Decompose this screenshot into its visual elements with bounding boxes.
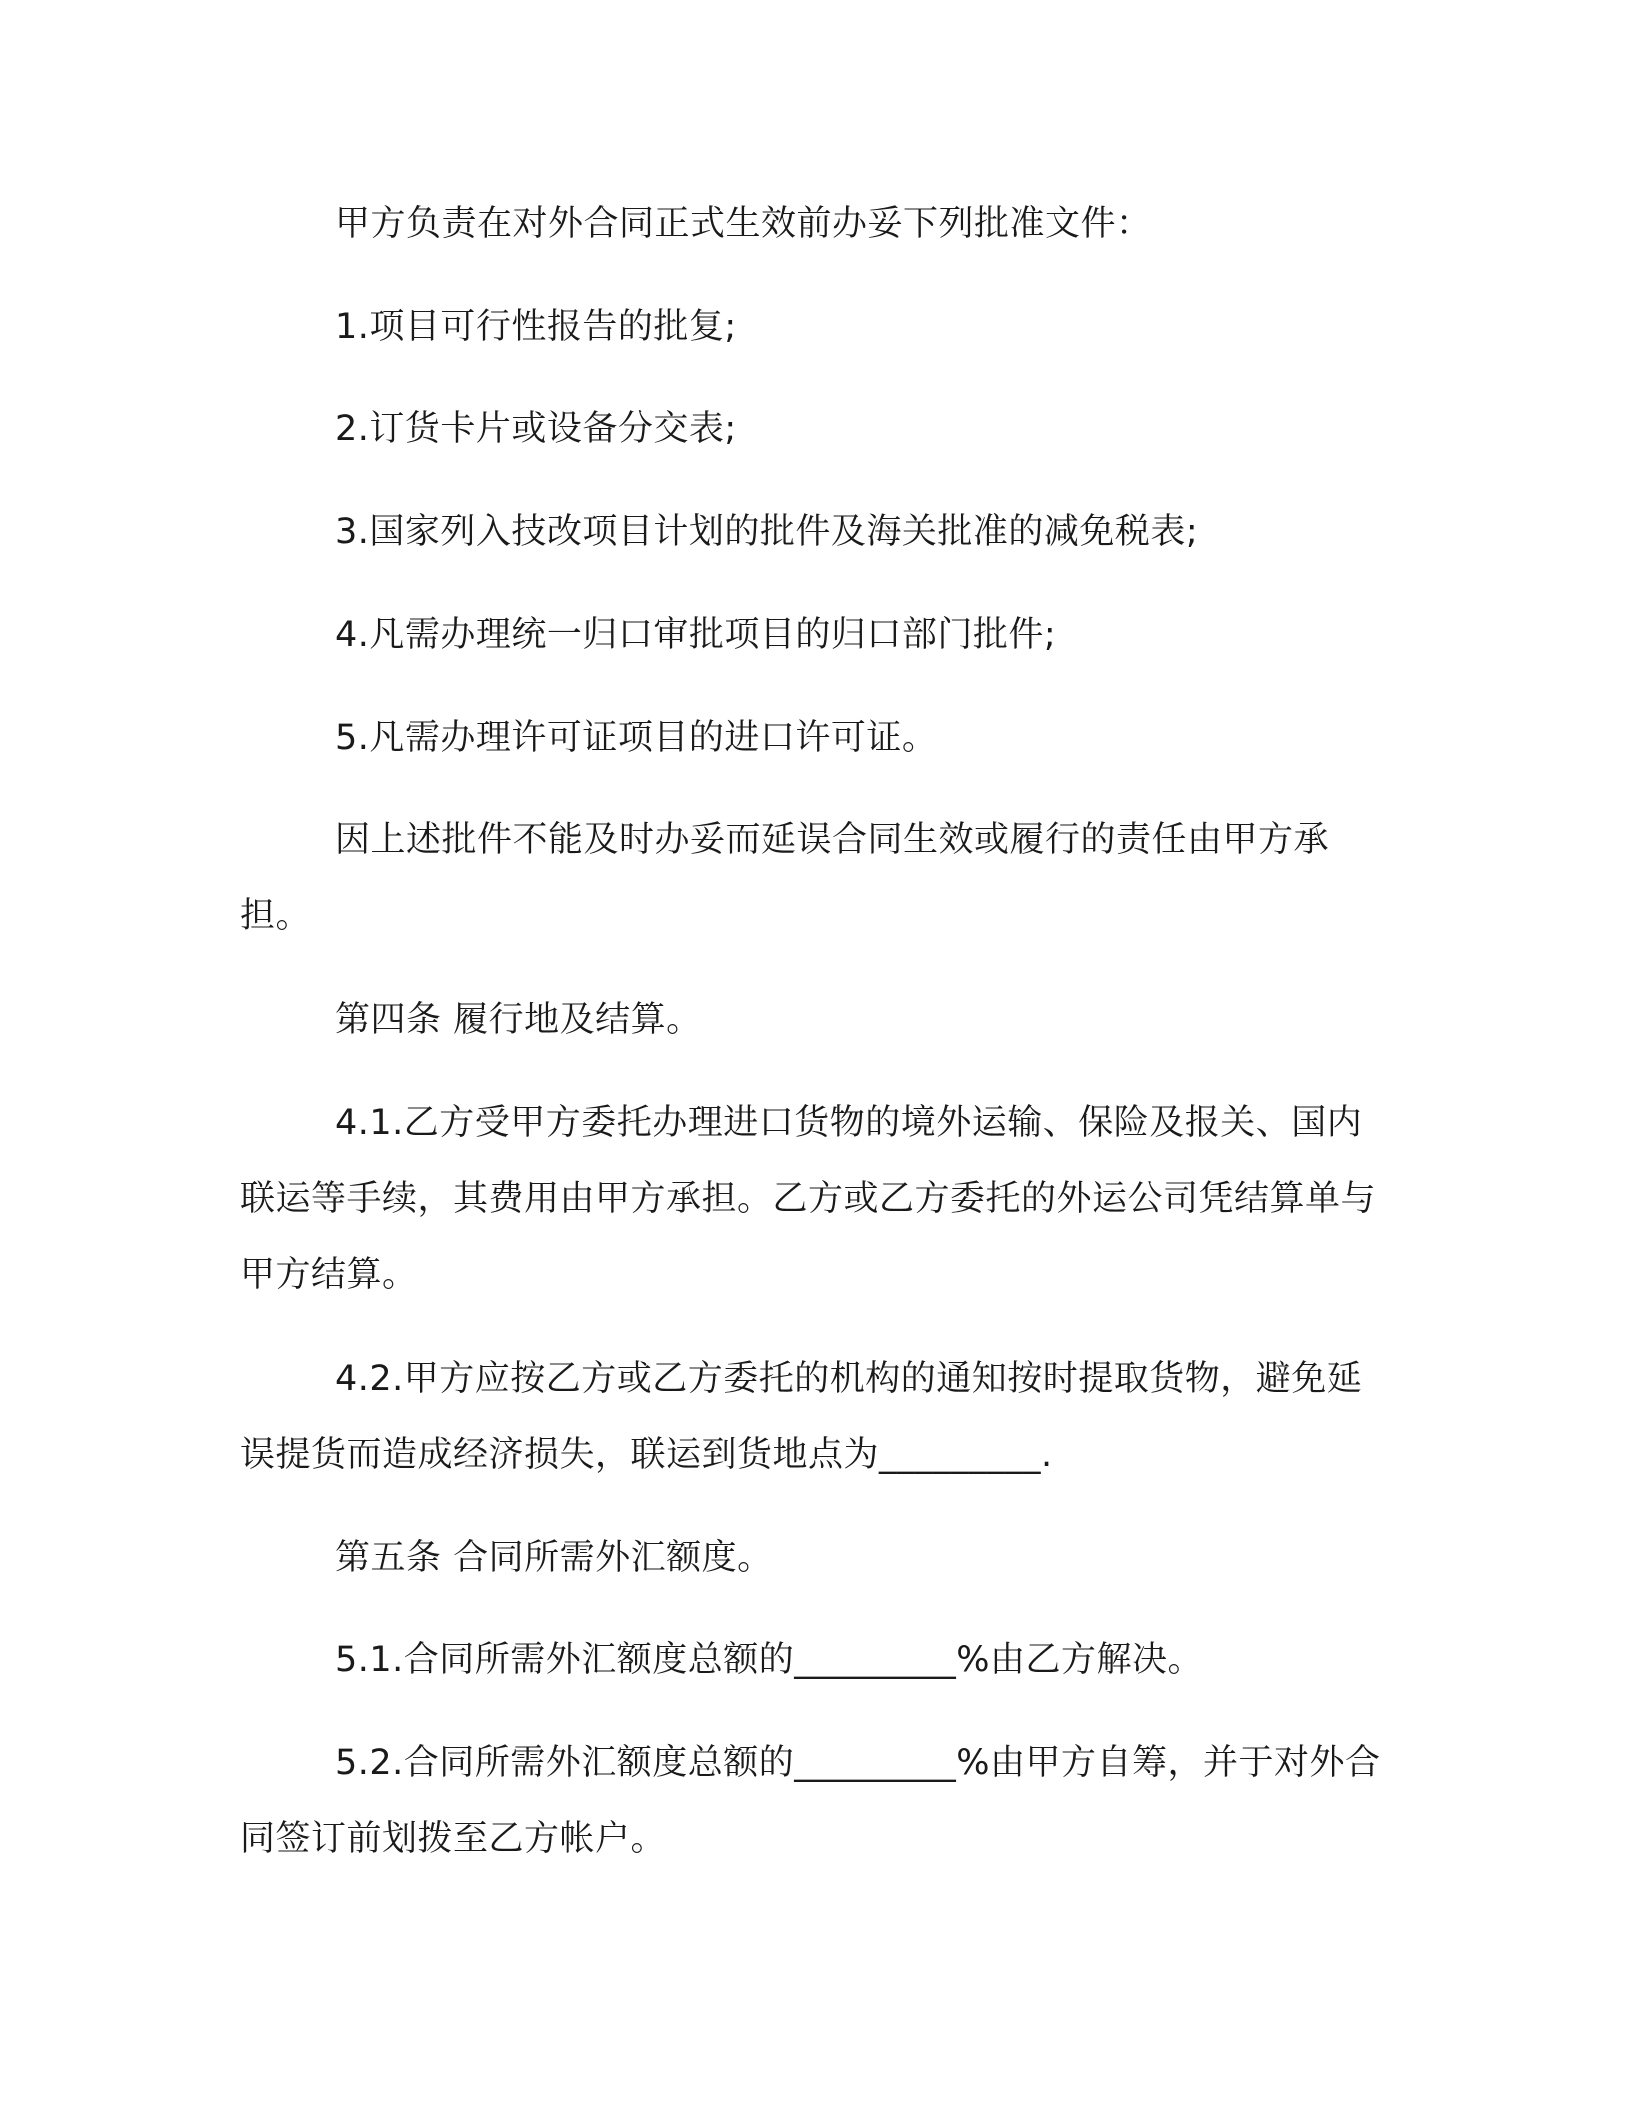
paragraph-item-5: 5.凡需办理许可证项目的进口许可证。 bbox=[335, 718, 938, 758]
paragraph-clause-5-1: 5.1.合同所需外汇额度总额的_________%由乙方解决。 bbox=[335, 1640, 1204, 1680]
paragraph-clause-4-1: 4.1.乙方受甲方委托办理进口货物的境外运输、保险及报关、国内联运等手续，其费用由甲方承担。乙方或乙方委托的外运公司凭结算单与甲方结算。 bbox=[240, 1103, 1377, 1295]
paragraph-item-1: 1.项目可行性报告的批复; bbox=[335, 307, 737, 347]
paragraph-clause-4-2: 4.2.甲方应按乙方或乙方委托的机构的通知按时提取货物，避免延误提货而造成经济损失，联运到货地点为_________. bbox=[240, 1359, 1363, 1475]
heading-article-4: 第四条 履行地及结算。 bbox=[335, 1000, 702, 1040]
paragraph-clause-5-2: 5.2.合同所需外汇额度总额的_________%由甲方自筹，并于对外合同签订前划拨至乙方帐户。 bbox=[240, 1743, 1381, 1859]
paragraph-item-3: 3.国家列入技改项目计划的批件及海关批准的减免税表; bbox=[335, 512, 1199, 552]
paragraph-approval-intro: 甲方负责在对外合同正式生效前办妥下列批准文件： bbox=[335, 204, 1152, 244]
paragraph-item-2: 2.订货卡片或设备分交表; bbox=[335, 409, 737, 449]
paragraph-item-4: 4.凡需办理统一归口审批项目的归口部门批件; bbox=[335, 615, 1057, 655]
paragraph-liability: 因上述批件不能及时办妥而延误合同生效或履行的责任由甲方承担。 bbox=[240, 820, 1330, 936]
heading-article-5: 第五条 合同所需外汇额度。 bbox=[335, 1538, 773, 1578]
